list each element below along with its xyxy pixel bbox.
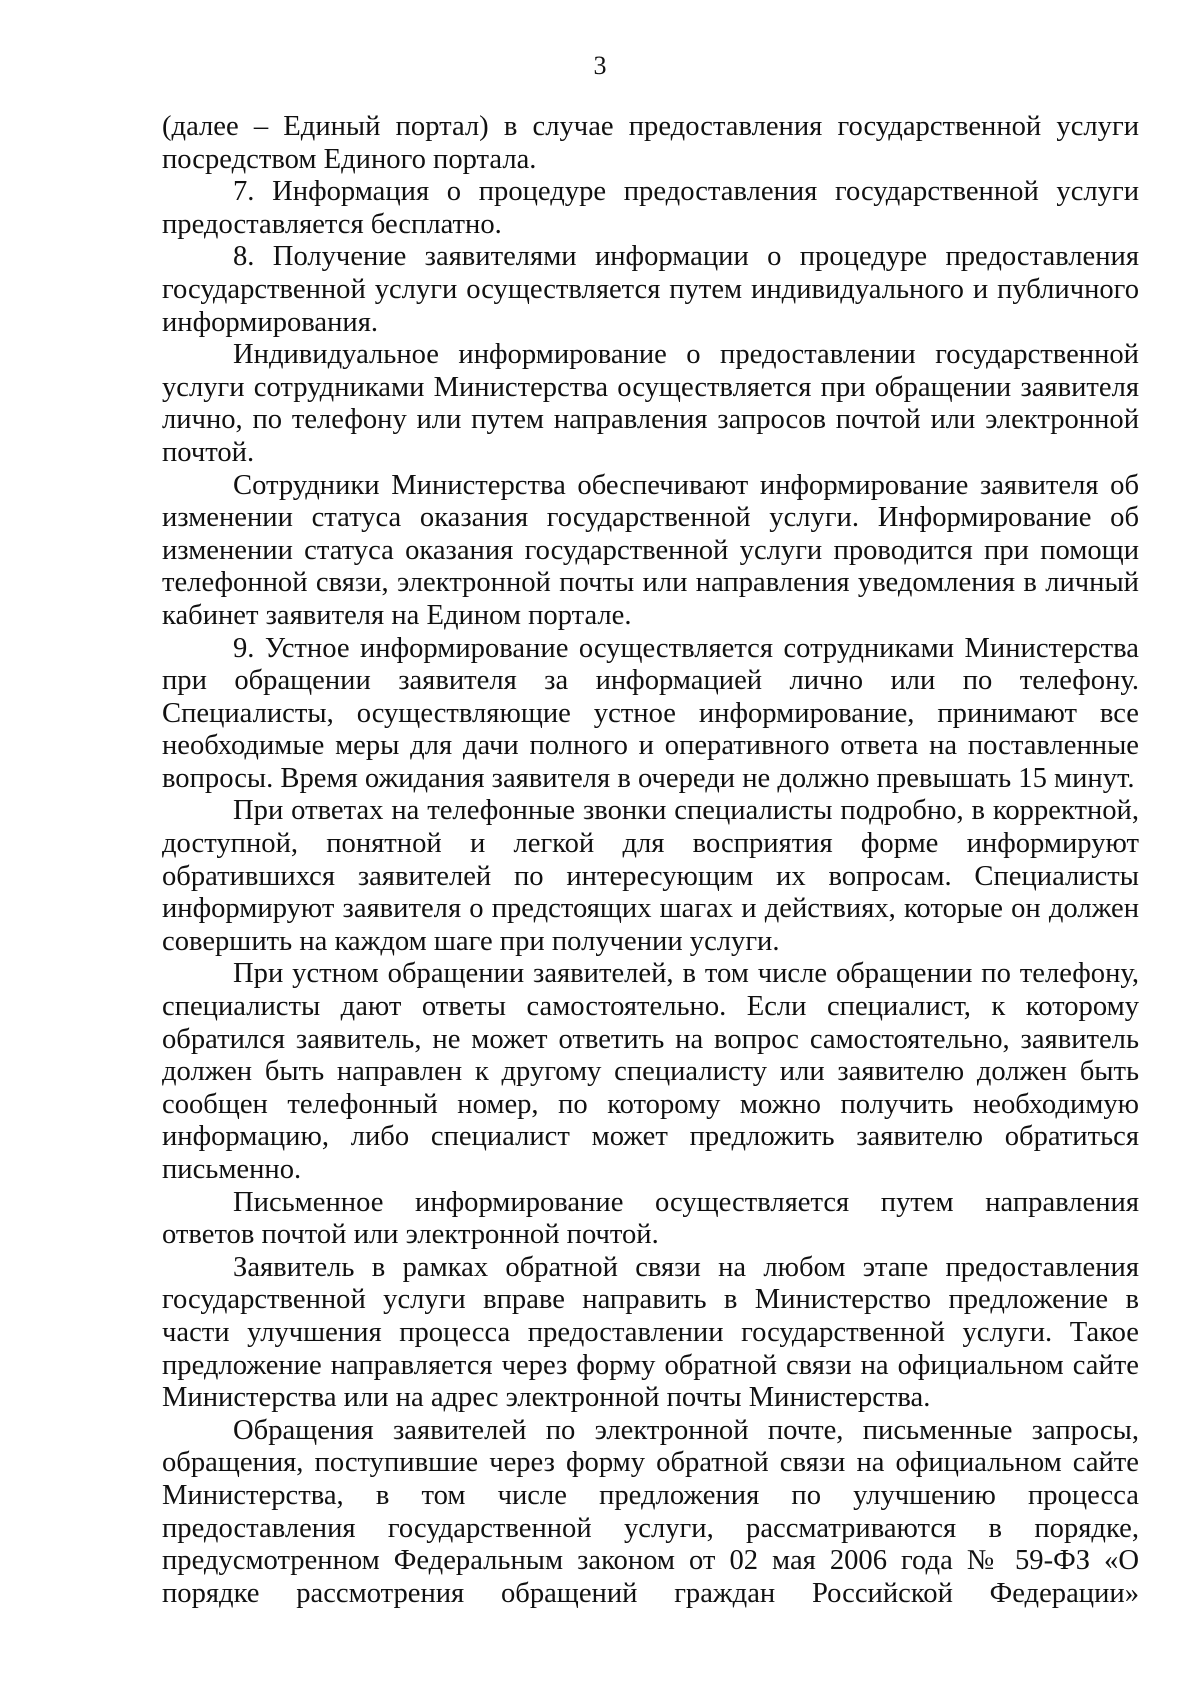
paragraph-item-8: 8. Получение заявителями информации о процедуре предоставления государственной услуги осуществляется путем индивидуального и публичного информирования. — [162, 241, 1139, 338]
paragraph-appeals: Обращения заявителей по электронной почте, письменные запросы, обращения, поступившие через форму обратной связи на официальном сайте Министерства, в том числе предложения по улучшению процесса предоставления государственной услуги, рассматриваются в порядке, предусмотренном Федеральным законом от 02 мая 2006 года № 59-ФЗ «О порядке рассмотрения обращений граждан Российской Федерации» — [162, 1414, 1139, 1609]
page-number: 3 — [593, 51, 607, 80]
paragraph-written-informing: Письменное информирование осуществляется путем направления ответов почтой или электронной почтой. — [162, 1186, 1139, 1251]
paragraph-oral-requests: При устном обращении заявителей, в том числе обращении по телефону, специалисты дают ответы самостоятельно. Если специалист, к которому обратился заявитель, не может ответить на вопрос самостоятельно, заявитель должен быть направлен к другому специалисту или заявителю должен быть сообщен телефонный номер, по которому можно получить необходимую информацию, либо специалист может предложить заявителю обратиться письменно. — [162, 958, 1139, 1185]
paragraph-phone-answers: При ответах на телефонные звонки специалисты подробно, в корректной, доступной, понятной и легкой для восприятия форме информируют обратившихся заявителей по интересующим их вопросам. Специалисты информируют заявителя о предстоящих шагах и действиях, которые он должен совершить на каждом шаге при получении услуги. — [162, 795, 1139, 957]
paragraph-continuation: (далее – Единый портал) в случае предоставления государственной услуги посредством Единого портала. — [162, 111, 1139, 175]
document-body — [162, 111, 1139, 1610]
paragraph-individual-informing: Индивидуальное информирование о предоставлении государственной услуги сотрудниками Министерства осуществляется при обращении заявителя лично, по телефону или путем направления запросов почтой или электронной почтой. — [162, 339, 1139, 468]
paragraph-feedback: Заявитель в рамках обратной связи на любом этапе предоставления государственной услуги вправе направить в Министерство предложение в части улучшения процесса предоставлении государственной услуги. Такое предложение направляется через форму обратной связи на официальном сайте Министерства или на адрес электронной почты Министерства. — [162, 1251, 1139, 1414]
paragraph-item-9: 9. Устное информирование осуществляется сотрудниками Министерства при обращении заявителя за информацией лично или по телефону. Специалисты, осуществляющие устное информирование, принимают все необходимые меры для дачи полного и оперативного ответа на поставленные вопросы. Время ожидания заявителя в очереди не должно превышать 15 минут. — [162, 632, 1139, 794]
paragraph-item-7: 7. Информация о процедуре предоставления государственной услуги предоставляется бесплатно. — [162, 176, 1139, 240]
paragraph-status-informing: Сотрудники Министерства обеспечивают информирование заявителя об изменении статуса оказания государственной услуги. Информирование об изменении статуса оказания государственной услуги проводится при помощи телефонной связи, электронной почты или направления уведомления в личный кабинет заявителя на Едином портале. — [162, 469, 1139, 631]
